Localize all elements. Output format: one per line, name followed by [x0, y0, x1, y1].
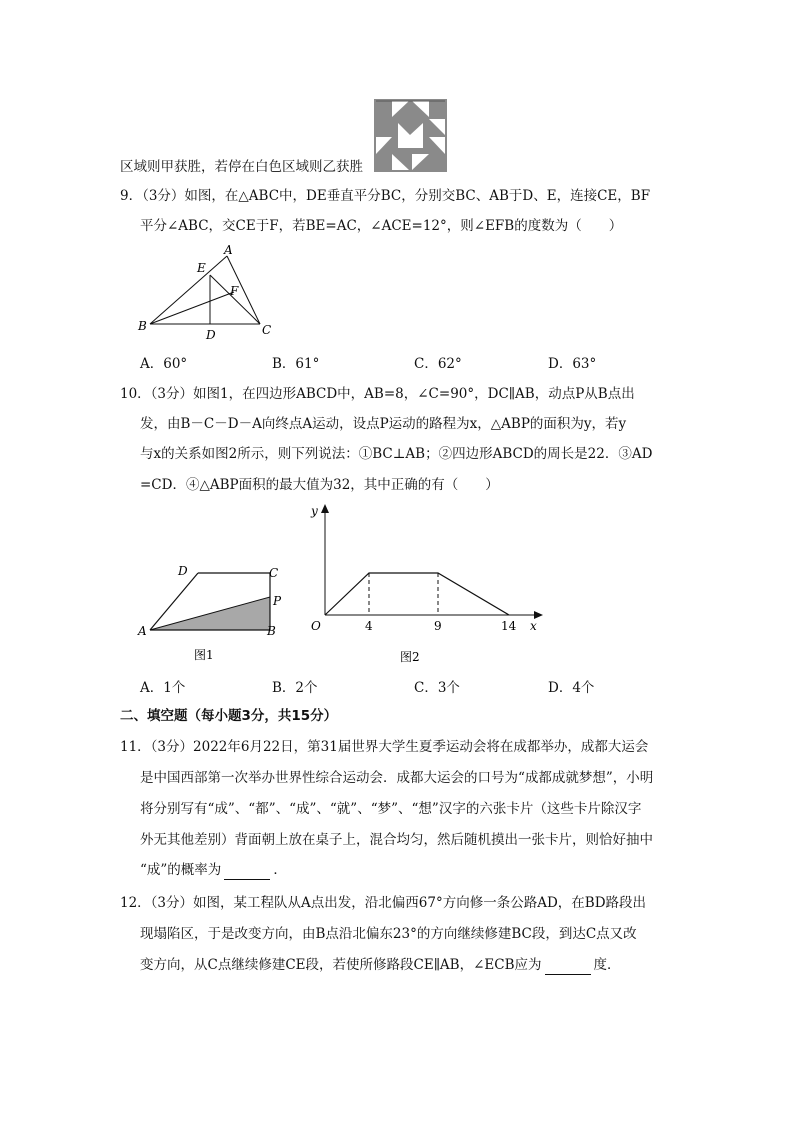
q10-fig2-tick-4: 4 [365, 619, 373, 633]
q9-label-e: E [197, 261, 206, 275]
q12-line-3 [140, 955, 621, 975]
q10-fig2-tick-14: 14 [501, 619, 517, 633]
q12-line-3-end: 度． [593, 957, 621, 973]
section-2-heading: 二、填空题（每小题3分，共15分） [120, 708, 338, 724]
q10-fig2-x-label: x [530, 619, 537, 633]
q9-label-a: A [224, 243, 233, 257]
q10-fig2-caption: 图2 [400, 650, 420, 664]
q11-line-4: 外无其他差别）背面朝上放在桌子上，混合均匀，然后随机摸出一张卡片，则恰好抽中 [140, 832, 653, 848]
q11-line-5-end: ． [273, 862, 287, 878]
q12-line-3-text: 变方向，从C点继续修建CE段，若使所修路段CE∥AB，∠ECB应为 [140, 957, 542, 973]
q9-option-c: C．62° [414, 356, 462, 372]
q8-tile-pattern-figure [374, 99, 447, 172]
q9-option-b: B．61° [272, 356, 320, 372]
q10-line-3: 与x的关系如图2所示，则下列说法：①BC⊥AB；②四边形ABCD的周长是22．③AD [140, 446, 653, 462]
q12-answer-blank [545, 960, 591, 975]
q10-fig1-label-c: C [269, 566, 279, 580]
q9-label-c: C [262, 323, 272, 337]
q10-figure-1-trapezoid [130, 555, 300, 665]
q11-line-3: 将分别写有“成”、“都”、“成”、“就”、“梦”、“想”汉字的六张卡片（这些卡片除汉字 [140, 801, 642, 817]
q11-line-1: 11．（3分）2022年6月22日，第31届世界大学生夏季运动会将在成都举办，成都大运会 [120, 739, 649, 755]
q9-line-1: 9．（3分）如图，在△ABC中，DE垂直平分BC，分别交BC、AB于D、E，连接CE，BF [120, 188, 651, 204]
q9-line-2: 平分∠ABC，交CE于F，若BE=AC，∠ACE=12°，则∠EFB的度数为（ ） [140, 218, 623, 234]
q10-line-2: 发，由B－C－D－A向终点A运动，设点P运动的路程为x，△ABP的面积为y，若y [140, 416, 627, 432]
q8-text-tail: 区域则甲获胜，若停在白色区域则乙获胜 [120, 159, 363, 175]
q10-fig1-label-a: A [138, 624, 147, 638]
q10-fig2-tick-9: 9 [434, 619, 442, 633]
q10-fig1-label-b: B [267, 624, 276, 638]
q10-fig2-origin: O [311, 619, 321, 633]
q10-figure-2-graph [305, 500, 550, 670]
q10-option-d: D．4个 [548, 680, 595, 696]
q12-line-2: 现塌陷区，于是改变方向，由B点沿北偏东23°的方向继续修建BC段，到达C点又改 [140, 926, 637, 942]
q9-label-f: F [230, 284, 239, 298]
q11-answer-blank [224, 865, 270, 880]
q9-option-a: A．60° [140, 356, 188, 372]
q10-fig1-label-d: D [178, 564, 188, 578]
q9-triangle-figure [130, 240, 290, 345]
q10-fig1-caption: 图1 [194, 648, 214, 662]
q9-label-b: B [138, 319, 147, 333]
q11-line-5-text: “成”的概率为 [140, 862, 222, 878]
q11-line-5 [140, 860, 287, 880]
q9-option-d: D．63° [548, 356, 597, 372]
q9-label-d: D [206, 328, 216, 342]
q10-option-a: A．1个 [140, 680, 186, 696]
q10-fig2-y-label: y [311, 504, 318, 518]
q10-line-4: =CD．④△ABP面积的最大值为32，其中正确的有（ ） [140, 477, 499, 493]
q11-line-2: 是中国西部第一次举办世界性综合运动会．成都大运会的口号为“成都成就梦想”，小明 [140, 770, 654, 786]
q10-option-b: B．2个 [272, 680, 318, 696]
q10-line-1: 10．（3分）如图1，在四边形ABCD中，AB=8，∠C=90°，DC∥AB，动点P从B点出 [120, 386, 635, 402]
q10-option-c: C．3个 [414, 680, 460, 696]
q10-fig1-label-p: P [273, 594, 282, 608]
q12-line-1: 12．（3分）如图，某工程队从A点出发，沿北偏西67°方向修一条公路AD，在BD路段出 [120, 895, 647, 911]
